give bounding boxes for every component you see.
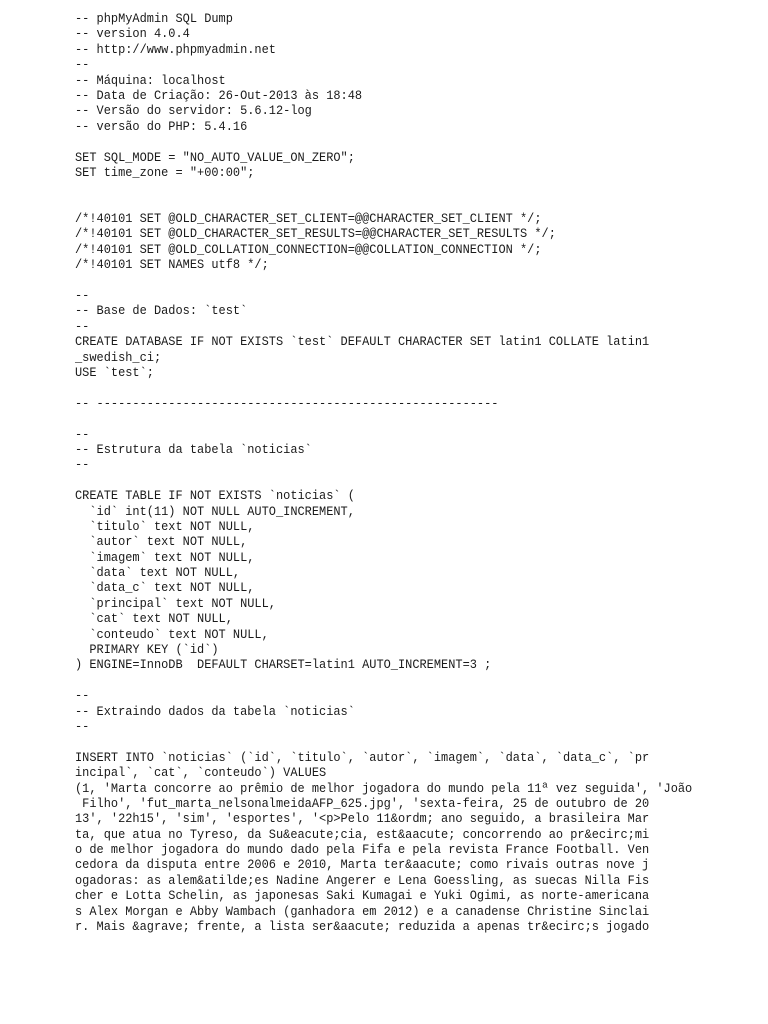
code-line: `titulo` text NOT NULL, — [75, 518, 255, 534]
code-line: -- — [75, 457, 90, 473]
code-line: cher e Lotta Schelin, as japonesas Saki Kumagai e Yuki Ogimi, as norte-americana — [75, 888, 650, 904]
blank-line — [75, 273, 701, 288]
blank-line — [75, 134, 701, 149]
code-line: `autor` text NOT NULL, — [75, 534, 248, 550]
code-line: ogadoras: as alem&atilde;es Nadine Angerer e Lena Goessling, as suecas Nilla Fis — [75, 872, 650, 888]
code-line: -- Estrutura da tabela `noticias` — [75, 441, 312, 457]
blank-line — [75, 673, 701, 688]
code-line: -- Base de Dados: `test` — [75, 303, 248, 319]
code-line: ) ENGINE=InnoDB DEFAULT CHARSET=latin1 AUTO_INCREMENT=3 ; — [75, 657, 492, 673]
blank-line — [75, 411, 701, 426]
blank-line — [75, 180, 701, 195]
code-line: (1, 'Marta concorre ao prêmio de melhor jogadora do mundo pela 11ª vez seguida', 'João — [75, 780, 693, 796]
code-line: `id` int(11) NOT NULL AUTO_INCREMENT, — [75, 503, 355, 519]
code-line: r. Mais &agrave; frente, a lista ser&aacute; reduzida a apenas tr&ecirc;s jogado — [75, 919, 650, 935]
code-line: -- version 4.0.4 — [75, 26, 190, 42]
code-line: -- — [75, 718, 90, 734]
code-line: incipal`, `cat`, `conteudo`) VALUES — [75, 765, 327, 781]
code-line: _swedish_ci; — [75, 349, 162, 365]
code-line: `data` text NOT NULL, — [75, 565, 241, 581]
code-line: `conteudo` text NOT NULL, — [75, 626, 269, 642]
code-line: CREATE DATABASE IF NOT EXISTS `test` DEFAULT CHARACTER SET latin1 COLLATE latin1 — [75, 334, 650, 350]
blank-line — [75, 734, 701, 749]
sql-dump-document — [75, 11, 755, 934]
code-line: -- Extraindo dados da tabela `noticias` — [75, 703, 355, 719]
code-line: Filho', 'fut_marta_nelsonalmeidaAFP_625.jpg', 'sexta-feira, 25 de outubro de 20 — [75, 795, 650, 811]
code-line: /*!40101 SET @OLD_CHARACTER_SET_RESULTS=@@CHARACTER_SET_RESULTS */; — [75, 226, 556, 242]
code-line: -- — [75, 688, 90, 704]
code-line: -- -------------------------------------------------------- — [75, 395, 499, 411]
code-line: /*!40101 SET @OLD_CHARACTER_SET_CLIENT=@@CHARACTER_SET_CLIENT */; — [75, 211, 542, 227]
code-line: `cat` text NOT NULL, — [75, 611, 233, 627]
code-line: CREATE TABLE IF NOT EXISTS `noticias` ( — [75, 488, 355, 504]
code-line: -- Máquina: localhost — [75, 72, 226, 88]
code-line: -- Versão do servidor: 5.6.12-log — [75, 103, 312, 119]
code-line: USE `test`; — [75, 364, 154, 380]
blank-line — [75, 196, 701, 211]
code-line: SET time_zone = "+00:00"; — [75, 164, 255, 180]
code-line: `data_c` text NOT NULL, — [75, 580, 255, 596]
code-line: 13', '22h15', 'sim', 'esportes', '<p>Pelo 11&ordm; ano seguido, a brasileira Mar — [75, 811, 650, 827]
code-line: /*!40101 SET @OLD_COLLATION_CONNECTION=@@COLLATION_CONNECTION */; — [75, 241, 542, 257]
code-line: `imagem` text NOT NULL, — [75, 549, 255, 565]
code-line: -- Data de Criação: 26-Out-2013 às 18:48 — [75, 87, 363, 103]
code-line: o de melhor jogadora do mundo dado pela Fifa e pela revista France Football. Ven — [75, 842, 650, 858]
code-line: -- — [75, 426, 90, 442]
code-line: `principal` text NOT NULL, — [75, 595, 276, 611]
code-line: cedora da disputa entre 2006 e 2010, Marta ter&aacute; como rivais outras nove j — [75, 857, 650, 873]
code-line: s Alex Morgan e Abby Wambach (ganhadora em 2012) e a canadense Christine Sinclai — [75, 903, 650, 919]
blank-line — [75, 473, 701, 488]
code-line: /*!40101 SET NAMES utf8 */; — [75, 257, 269, 273]
code-line: -- — [75, 57, 90, 73]
code-line: -- phpMyAdmin SQL Dump — [75, 11, 233, 26]
code-line: -- versão do PHP: 5.4.16 — [75, 118, 248, 134]
code-line: -- http://www.phpmyadmin.net — [75, 41, 276, 57]
blank-line — [75, 380, 701, 395]
code-line: PRIMARY KEY (`id`) — [75, 642, 219, 658]
code-line: INSERT INTO `noticias` (`id`, `titulo`, `autor`, `imagem`, `data`, `data_c`, `pr — [75, 749, 650, 765]
code-line: SET SQL_MODE = "NO_AUTO_VALUE_ON_ZERO"; — [75, 149, 355, 165]
code-line: ta, que atua no Tyreso, da Su&eacute;cia, est&aacute; concorrendo ao pr&ecirc;mi — [75, 826, 650, 842]
code-line: -- — [75, 288, 90, 304]
code-line: -- — [75, 318, 90, 334]
